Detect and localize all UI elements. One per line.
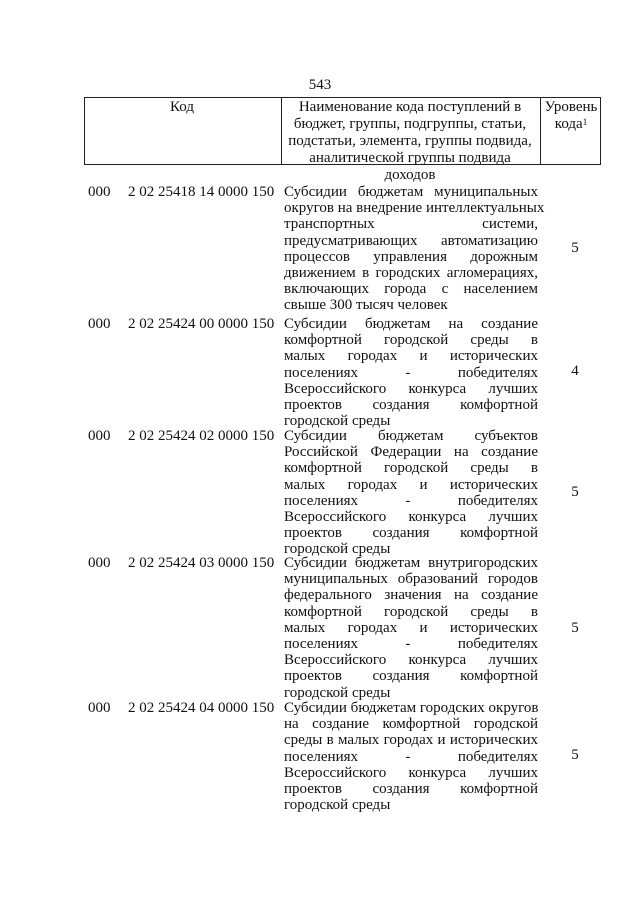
header-name-line: Наименование кода поступлений в xyxy=(298,99,522,115)
admin-code: 000 xyxy=(88,700,111,716)
name-line: малых городах и исторических xyxy=(284,619,538,636)
revenue-name xyxy=(284,555,538,701)
name-line: свыше 300 тысяч человек xyxy=(284,297,448,314)
header-level-line: Уровень xyxy=(544,99,598,115)
name-line: Субсидии бюджетам муниципальных xyxy=(284,184,538,200)
name-line: Субсидии бюджетам городских округов xyxy=(284,700,539,716)
header-level-word: кода xyxy=(554,116,583,132)
name-line: федерального значения на создание xyxy=(284,587,538,604)
name-line: проектов создания комфортной xyxy=(284,396,538,413)
name-line: на создание комфортной городской xyxy=(284,716,538,733)
revenue-code: 2 02 25424 03 0000 150 xyxy=(128,555,275,571)
name-line: комфортной городской среды в xyxy=(284,332,538,349)
name-line: городской среды xyxy=(284,797,391,814)
name-line: транспортных системи, xyxy=(284,216,538,233)
footnote-marker: 1 xyxy=(582,117,588,127)
page-number: 543 xyxy=(308,77,332,93)
revenue-name xyxy=(284,428,538,558)
table-row xyxy=(0,428,640,558)
header-level-label xyxy=(541,99,601,133)
name-line: Всероссийского конкурса лучших xyxy=(284,508,538,525)
name-line: городской среды xyxy=(284,684,391,701)
name-line: городской среды xyxy=(284,541,391,558)
name-line: процессов управления дорожным xyxy=(284,248,538,265)
name-line: Субсидии бюджетам на создание xyxy=(284,316,538,332)
admin-code: 000 xyxy=(88,184,111,200)
name-line: поселениях - победителях xyxy=(284,492,538,509)
name-line: малых городах и исторических xyxy=(284,348,538,365)
table-row xyxy=(0,316,640,429)
name-line: округов на внедрение интеллектуальных xyxy=(284,200,545,217)
revenue-name xyxy=(284,184,545,314)
name-line: Российской Федерации на создание xyxy=(284,444,538,461)
name-line: Субсидии бюджетам внутригородских xyxy=(284,555,538,571)
header-name-label xyxy=(282,99,538,184)
name-line: малых городах и исторических xyxy=(284,476,538,493)
name-line: движением в городских агломерациях, xyxy=(284,264,538,281)
admin-code: 000 xyxy=(88,555,111,571)
header-name-line: подстатьи, элемента, группы подвида, xyxy=(288,133,532,149)
table-row xyxy=(0,184,640,314)
name-line: муниципальных образований городов xyxy=(284,571,538,588)
revenue-code: 2 02 25424 00 0000 150 xyxy=(128,316,275,332)
header-code-label: Код xyxy=(170,99,194,115)
name-line: городской среды xyxy=(284,413,391,430)
table-row xyxy=(0,700,640,813)
revenue-code: 2 02 25424 04 0000 150 xyxy=(128,700,275,716)
name-line: Всероссийского конкурса лучших xyxy=(284,380,538,397)
revenue-code: 2 02 25418 14 0000 150 xyxy=(128,184,275,200)
name-line: Субсидии бюджетам субъектов xyxy=(284,428,538,444)
revenue-name xyxy=(284,316,538,429)
code-level: 5 xyxy=(571,747,579,763)
code-level: 4 xyxy=(571,363,579,379)
code-level: 5 xyxy=(571,620,579,636)
code-level: 5 xyxy=(571,484,579,500)
revenue-name xyxy=(284,700,538,813)
name-line: предусматривающих автоматизацию xyxy=(284,232,538,249)
name-line: среды в малых городах и исторических xyxy=(284,732,538,749)
name-line: Всероссийского конкурса лучших xyxy=(284,652,538,669)
name-line: включающих города с населением xyxy=(284,281,538,298)
name-line: комфортной городской среды в xyxy=(284,603,538,620)
admin-code: 000 xyxy=(88,428,111,444)
header-name-line: бюджет, группы, подгруппы, статьи, xyxy=(293,116,527,132)
name-line: поселениях - победителях xyxy=(284,748,538,765)
header-level-line xyxy=(541,116,601,133)
name-line: комфортной городской среды в xyxy=(284,460,538,477)
name-line: проектов создания комфортной xyxy=(284,668,538,685)
name-line: проектов создания комфортной xyxy=(284,780,538,797)
code-level: 5 xyxy=(571,240,579,256)
table-row xyxy=(0,555,640,701)
name-line: Всероссийского конкурса лучших xyxy=(284,764,538,781)
name-line: проектов создания комфортной xyxy=(284,525,538,542)
header-name-line: аналитической группы подвида доходов xyxy=(309,150,511,183)
revenue-code: 2 02 25424 02 0000 150 xyxy=(128,428,275,444)
name-line: поселениях - победителях xyxy=(284,364,538,381)
name-line: поселениях - победителях xyxy=(284,635,538,652)
admin-code: 000 xyxy=(88,316,111,332)
